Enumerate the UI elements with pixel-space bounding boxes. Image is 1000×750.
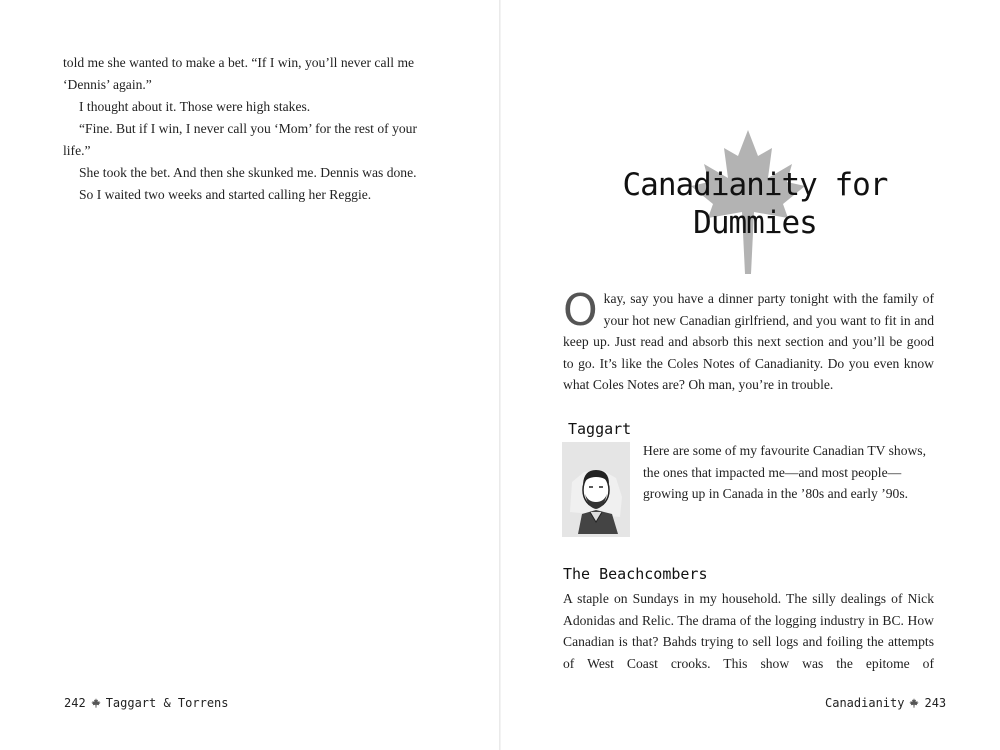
left-footer <box>64 696 229 710</box>
running-head: Taggart & Torrens <box>105 696 229 710</box>
running-head: Canadianity <box>825 696 905 710</box>
right-footer <box>825 696 946 710</box>
section-body <box>563 588 934 674</box>
paragraph: She took the bet. And then she skunked me. Dennis was done. <box>79 165 417 180</box>
author-note-text: Here are some of my favourite Canadian TV shows, the ones that impacted me—and most people—growing up in Canada in the ’80s and early ’90s. <box>643 443 926 501</box>
author-note <box>643 440 935 505</box>
chapter-title-line: Dummies <box>693 205 817 241</box>
paragraph: “Fine. But if I win, I never call you ‘Mom’ for the rest of your life.” <box>63 121 417 158</box>
paragraph: I thought about it. Those were high stakes. <box>79 99 311 114</box>
paragraph: So I waited two weeks and started calling her Reggie. <box>79 187 372 202</box>
chapter-title-line: Canadianity for <box>622 167 888 203</box>
page-number: 243 <box>924 696 947 710</box>
section-heading: The Beachcombers <box>563 565 708 583</box>
drop-cap: O <box>563 285 598 336</box>
author-name: Taggart <box>568 420 632 438</box>
intro-paragraph <box>563 285 934 396</box>
left-page-text <box>63 52 443 206</box>
author-portrait-icon <box>562 442 630 537</box>
chapter-title <box>610 166 900 242</box>
page-number: 242 <box>64 696 86 710</box>
maple-leaf-icon <box>909 698 919 708</box>
section-text: A staple on Sundays in my household. The silly dealings of Nick Adonidas and Relic. The drama of the logging industry in BC. How Canadian is that? Bahds trying to sell logs and foiling the attempts of West Coast crooks. This show was the epitome of <box>563 591 934 671</box>
maple-leaf-icon <box>91 698 101 708</box>
intro-text: kay, say you have a dinner party tonight with the family of your hot new Canadian girlfriend, and you want to fit in and keep up. Just read and absorb this next section and you’ll be good to go. It’s like the Coles Notes of Canadianity. Do you even know what Coles Notes are? Oh man, you’re in trouble. <box>563 291 934 392</box>
paragraph: told me she wanted to make a bet. “If I win, you’ll never call me ‘Dennis’ again.” <box>63 55 415 92</box>
